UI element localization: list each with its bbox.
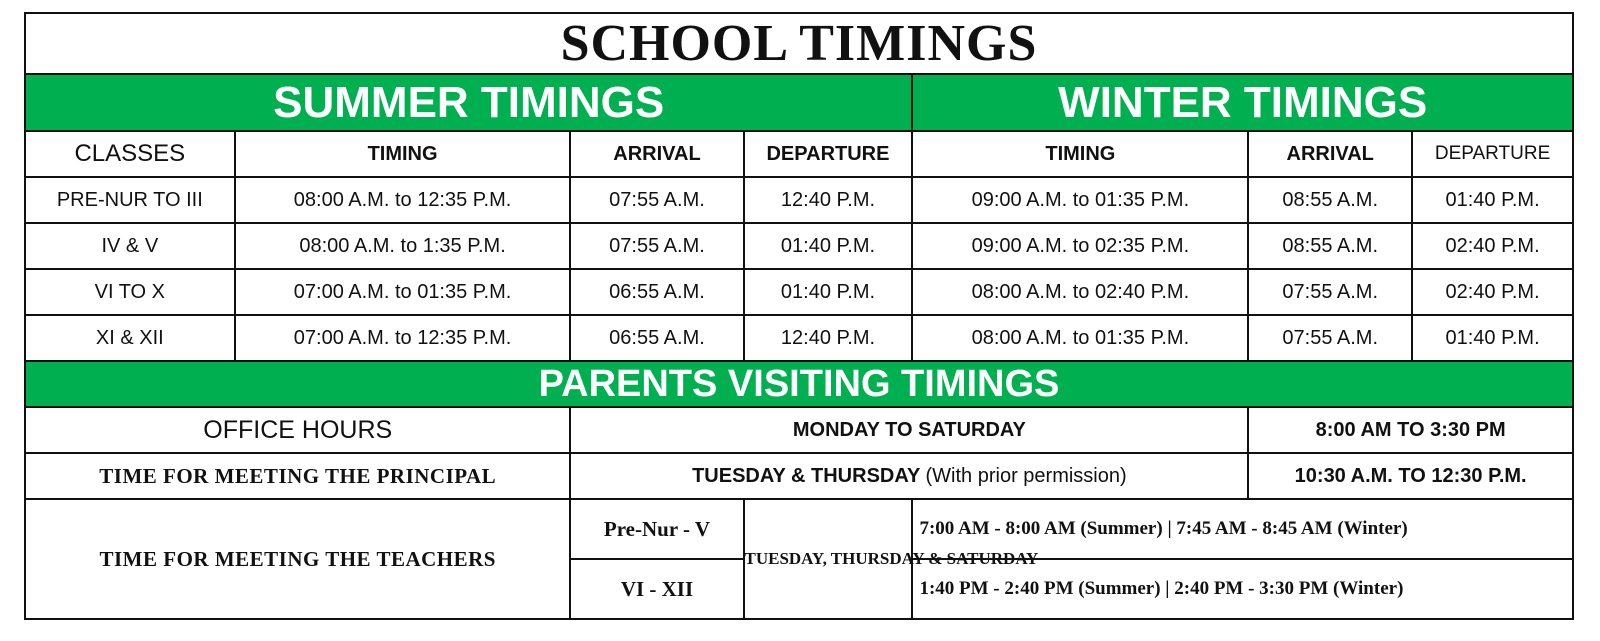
winter-departure-cell: 01:40 P.M. bbox=[1412, 177, 1573, 223]
summer-departure-cell: 01:40 P.M. bbox=[744, 223, 913, 269]
principal-meeting-time: 10:30 A.M. TO 12:30 P.M. bbox=[1248, 453, 1573, 499]
summer-timing-cell: 07:00 A.M. to 12:35 P.M. bbox=[235, 315, 571, 361]
classes-cell: PRE-NUR TO III bbox=[25, 177, 235, 223]
office-hours-row bbox=[25, 407, 1573, 453]
teachers-slot-afternoon: 1:40 PM - 2:40 PM (Summer) | 2:40 PM - 3:30 PM (Winter) bbox=[912, 559, 1573, 619]
teachers-class-prenur-v: Pre-Nur - V bbox=[570, 499, 743, 559]
office-hours-label: OFFICE HOURS bbox=[25, 407, 570, 453]
table-row bbox=[25, 223, 1573, 269]
winter-timing-cell: 08:00 A.M. to 01:35 P.M. bbox=[912, 315, 1248, 361]
school-timings-table bbox=[24, 12, 1574, 620]
table-row bbox=[25, 269, 1573, 315]
winter-arrival-cell: 08:55 A.M. bbox=[1248, 223, 1412, 269]
summer-departure-cell: 01:40 P.M. bbox=[744, 269, 913, 315]
summer-arrival-cell: 07:55 A.M. bbox=[570, 223, 743, 269]
classes-header: CLASSES bbox=[25, 131, 235, 177]
teachers-meeting-row-1 bbox=[25, 499, 1573, 559]
winter-arrival-cell: 08:55 A.M. bbox=[1248, 177, 1412, 223]
page-title: SCHOOL TIMINGS bbox=[25, 13, 1573, 74]
office-hours-days: MONDAY TO SATURDAY bbox=[570, 407, 1248, 453]
winter-departure-cell: 02:40 P.M. bbox=[1412, 269, 1573, 315]
winter-timing-cell: 08:00 A.M. to 02:40 P.M. bbox=[912, 269, 1248, 315]
principal-meeting-label: TIME FOR MEETING THE PRINCIPAL bbox=[25, 453, 570, 499]
summer-timings-header: SUMMER TIMINGS bbox=[25, 74, 912, 131]
summer-departure-header: DEPARTURE bbox=[744, 131, 913, 177]
classes-cell: VI TO X bbox=[25, 269, 235, 315]
winter-departure-header: DEPARTURE bbox=[1412, 131, 1573, 177]
winter-timing-header: TIMING bbox=[912, 131, 1248, 177]
winter-timings-header: WINTER TIMINGS bbox=[912, 74, 1573, 131]
summer-departure-cell: 12:40 P.M. bbox=[744, 315, 913, 361]
teachers-meeting-label: TIME FOR MEETING THE TEACHERS bbox=[25, 499, 570, 619]
summer-arrival-cell: 06:55 A.M. bbox=[570, 269, 743, 315]
winter-arrival-cell: 07:55 A.M. bbox=[1248, 315, 1412, 361]
principal-meeting-row bbox=[25, 453, 1573, 499]
summer-arrival-cell: 06:55 A.M. bbox=[570, 315, 743, 361]
office-hours-time: 8:00 AM TO 3:30 PM bbox=[1248, 407, 1573, 453]
winter-arrival-header: ARRIVAL bbox=[1248, 131, 1412, 177]
classes-cell: IV & V bbox=[25, 223, 235, 269]
principal-meeting-days-cell bbox=[570, 453, 1248, 499]
summer-timing-header: TIMING bbox=[235, 131, 571, 177]
teachers-meeting-days: TUESDAY, THURSDAY & SATURDAY bbox=[744, 499, 913, 619]
winter-timing-cell: 09:00 A.M. to 02:35 P.M. bbox=[912, 223, 1248, 269]
principal-permission-note: (With prior permission) bbox=[925, 464, 1127, 487]
summer-arrival-header: ARRIVAL bbox=[570, 131, 743, 177]
principal-meeting-days: TUESDAY & THURSDAY bbox=[692, 464, 920, 487]
summer-arrival-cell: 07:55 A.M. bbox=[570, 177, 743, 223]
winter-arrival-cell: 07:55 A.M. bbox=[1248, 269, 1412, 315]
teachers-slot-morning: 7:00 AM - 8:00 AM (Summer) | 7:45 AM - 8:45 AM (Winter) bbox=[912, 499, 1573, 559]
parents-visiting-header: PARENTS VISITING TIMINGS bbox=[25, 361, 1573, 407]
teachers-class-vi-xii: VI - XII bbox=[570, 559, 743, 619]
summer-departure-cell: 12:40 P.M. bbox=[744, 177, 913, 223]
winter-departure-cell: 02:40 P.M. bbox=[1412, 223, 1573, 269]
summer-timing-cell: 07:00 A.M. to 01:35 P.M. bbox=[235, 269, 571, 315]
summer-timing-cell: 08:00 A.M. to 12:35 P.M. bbox=[235, 177, 571, 223]
summer-timing-cell: 08:00 A.M. to 1:35 P.M. bbox=[235, 223, 571, 269]
winter-departure-cell: 01:40 P.M. bbox=[1412, 315, 1573, 361]
table-row bbox=[25, 315, 1573, 361]
winter-timing-cell: 09:00 A.M. to 01:35 P.M. bbox=[912, 177, 1248, 223]
table-row bbox=[25, 177, 1573, 223]
classes-cell: XI & XII bbox=[25, 315, 235, 361]
